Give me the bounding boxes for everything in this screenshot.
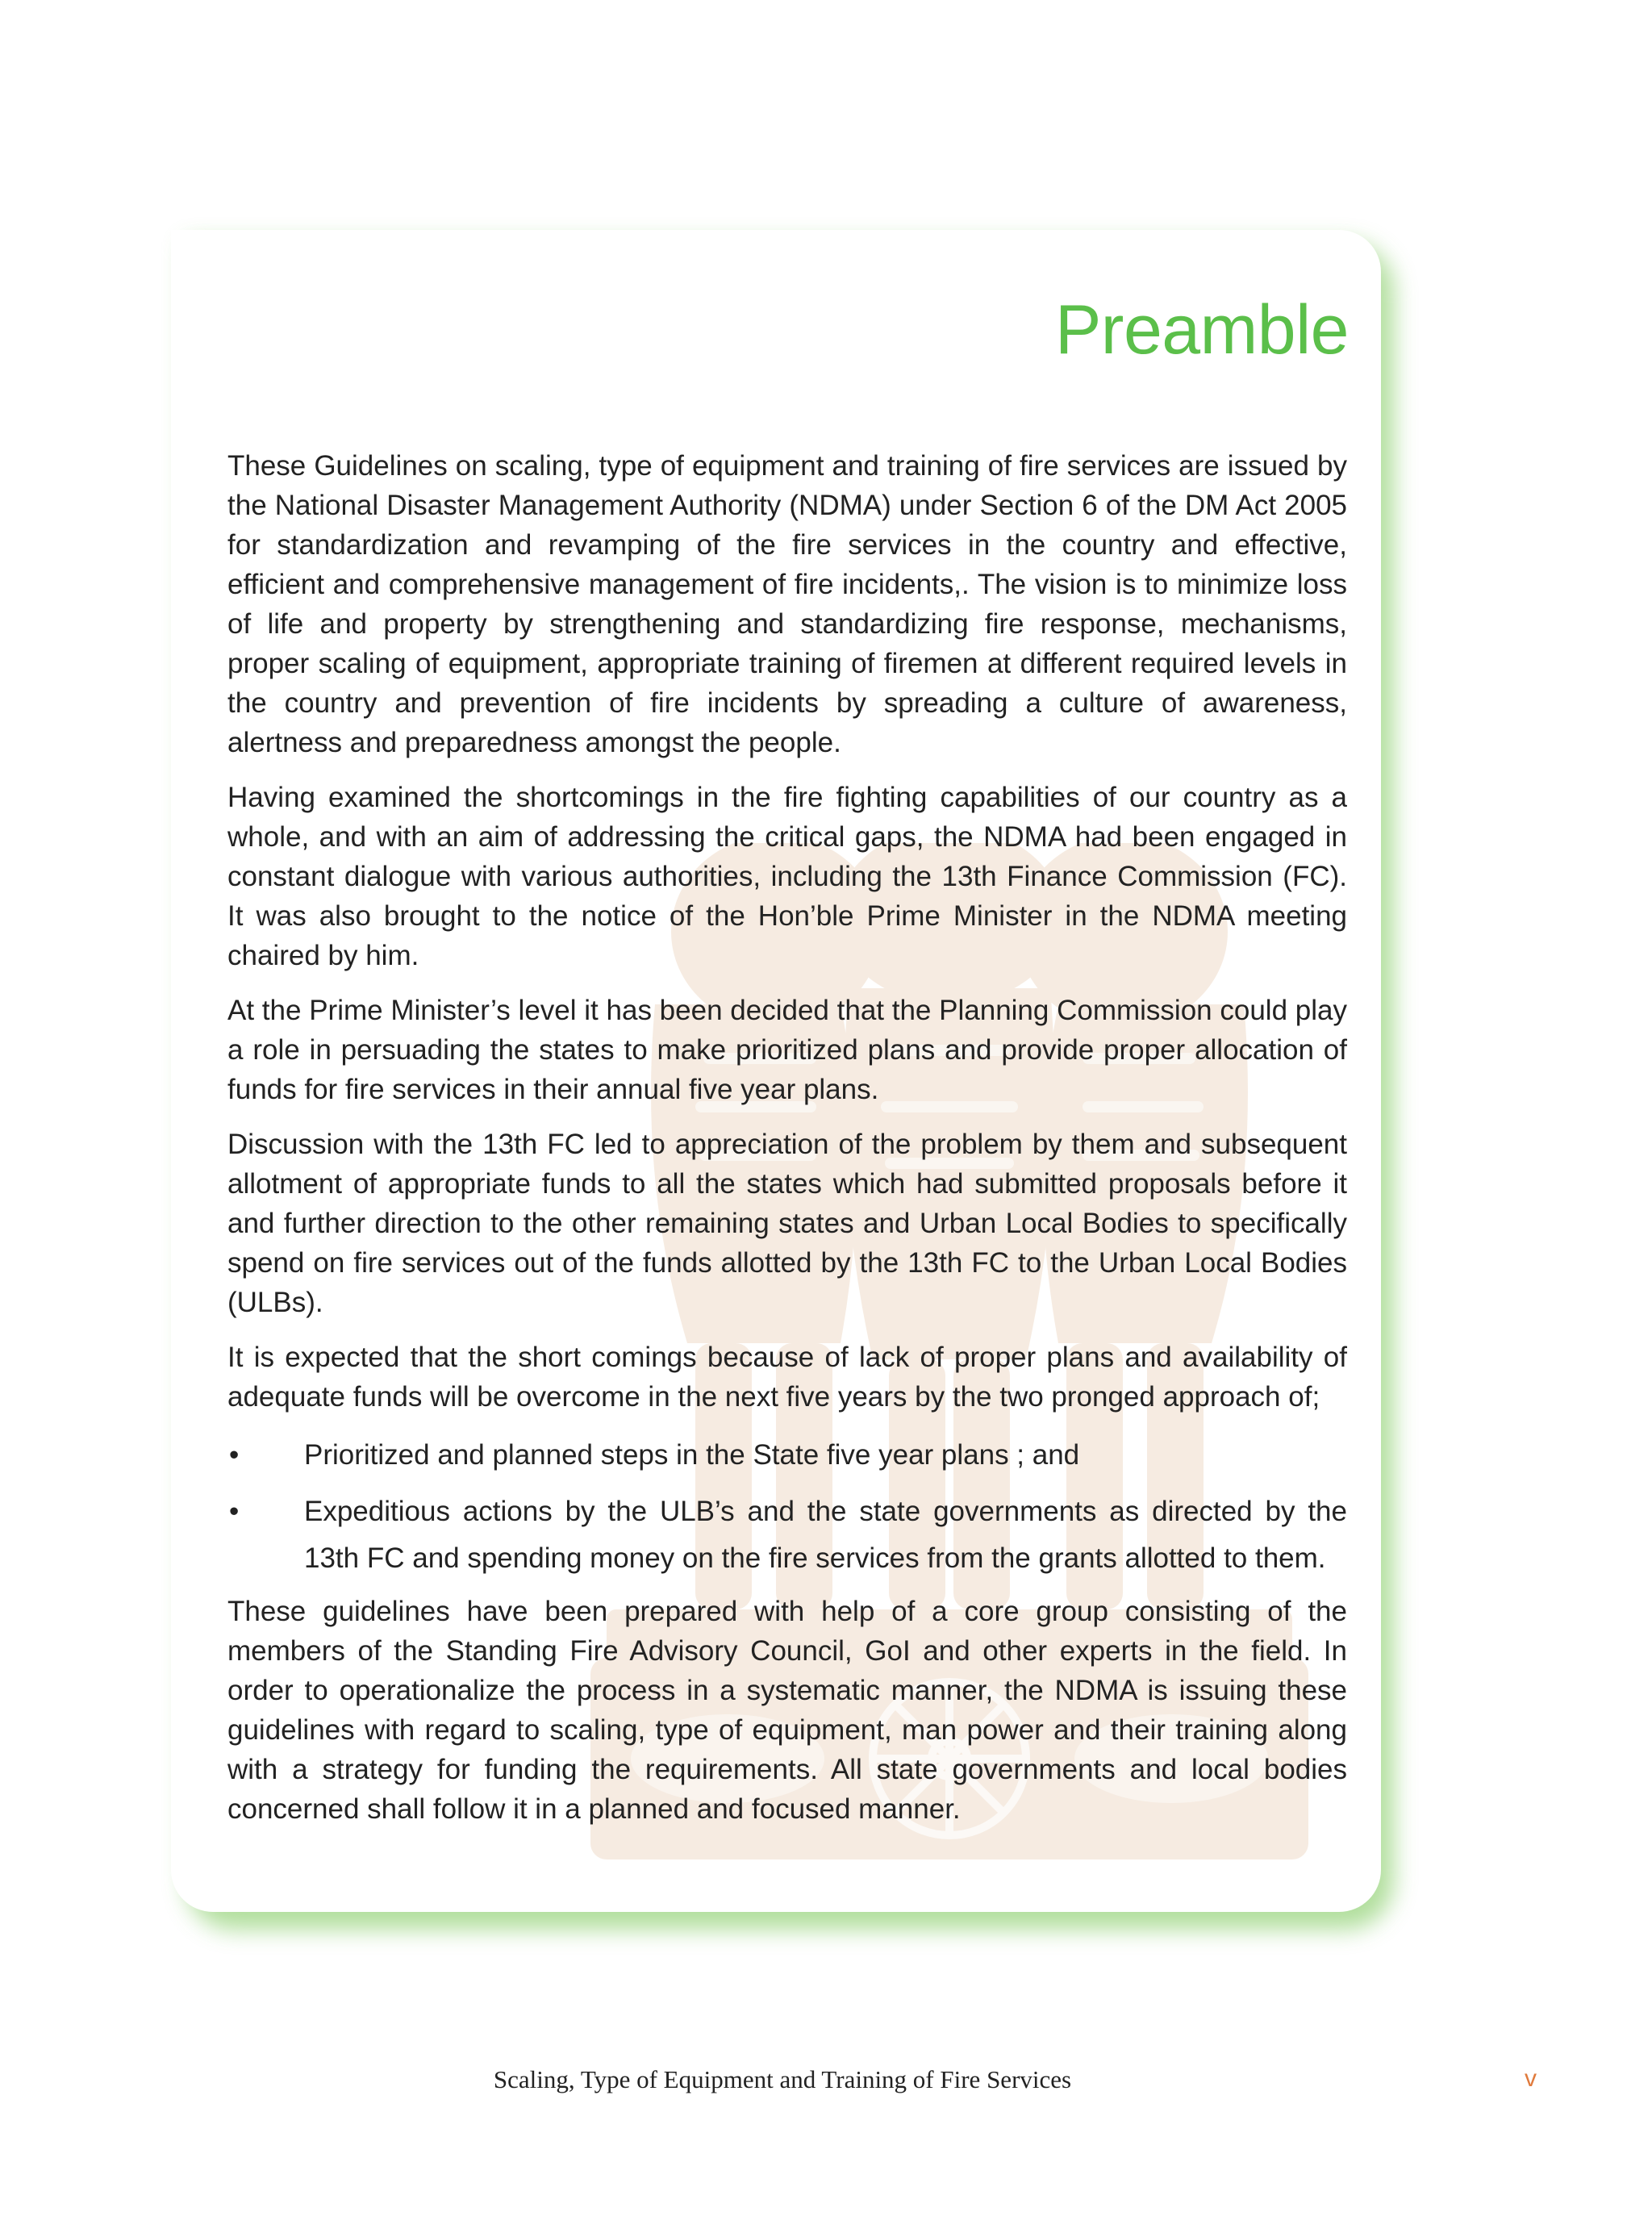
bullet-list	[227, 1432, 1347, 1582]
bullet-icon: •	[229, 1496, 240, 1527]
paragraph-3: At the Prime Minister’s level it has been decided that the Planning Commission could play a role in persuading the states to make prioritized plans and provide proper allocation of funds for fire services in their annual five year plans.	[227, 995, 1347, 1105]
content-card	[171, 230, 1381, 1912]
paragraph-2: Having examined the shortcomings in the fire fighting capabilities of our country as a whole, and with an aim of addressing the critical gaps, the NDMA had been engaged in constant dialogue with various authorities, including the 13th Finance Commission (FC). It was also brought to the notice of the Hon’ble Prime Minister in the NDMA meeting chaired by him.	[227, 782, 1347, 971]
paragraph-4: Discussion with the 13th FC led to appreciation of the problem by them and subsequent allotment of appropriate funds to all the states which had submitted proposals before it and further direction to the other remaining states and Urban Local Bodies to specifically spend on fire services out of the funds allotted by the 13th FC to the Urban Local Bodies (ULBs).	[227, 1129, 1347, 1318]
bullet-item-1	[227, 1432, 1347, 1479]
paragraph-1: These Guidelines on scaling, type of equipment and training of fire services are issued by the National Disaster Management Authority (NDMA) under Section 6 of the DM Act 2005 for standardization and revamping of the fire services in the country and effective, efficient and comprehensive management of fire incidents,. The vision is to minimize loss of life and property by strengthening and standardizing fire response, mechanisms, proper scaling of equipment, appropriate training of firemen at different required levels in the country and prevention of fire incidents by spreading a culture of awareness, alertness and preparedness amongst the people.	[227, 450, 1347, 758]
bullet-item-2	[227, 1488, 1347, 1582]
body-text	[227, 446, 1347, 1844]
paragraph-5: It is expected that the short comings because of lack of proper plans and availability of adequate funds will be overcome in the next five years by the two pronged approach of;	[227, 1342, 1347, 1413]
bullet-icon: •	[229, 1439, 240, 1471]
page-title: Preamble	[1054, 291, 1349, 369]
bullet-text-2: Expeditious actions by the ULB’s and the state governments as directed by the 13th FC and spending money on the fire services from the grants allotted to them.	[304, 1496, 1347, 1574]
bullet-text-1: Prioritized and planned steps in the State five year plans ; and	[304, 1439, 1080, 1471]
page-number: v	[1525, 2065, 1537, 2092]
closing-paragraph: These guidelines have been prepared with help of a core group consisting of the members of the Standing Fire Advisory Council, GoI and other experts in the field. In order to operationalize the process in a systematic manner, the NDMA is issuing these guidelines with regard to scaling, type of equipment, man power and their training along with a strategy for funding the requirements. All state governments and local bodies concerned shall follow it in a planned and focused manner.	[227, 1596, 1347, 1825]
footer-title: Scaling, Type of Equipment and Training of Fire Services	[493, 2065, 1072, 2093]
